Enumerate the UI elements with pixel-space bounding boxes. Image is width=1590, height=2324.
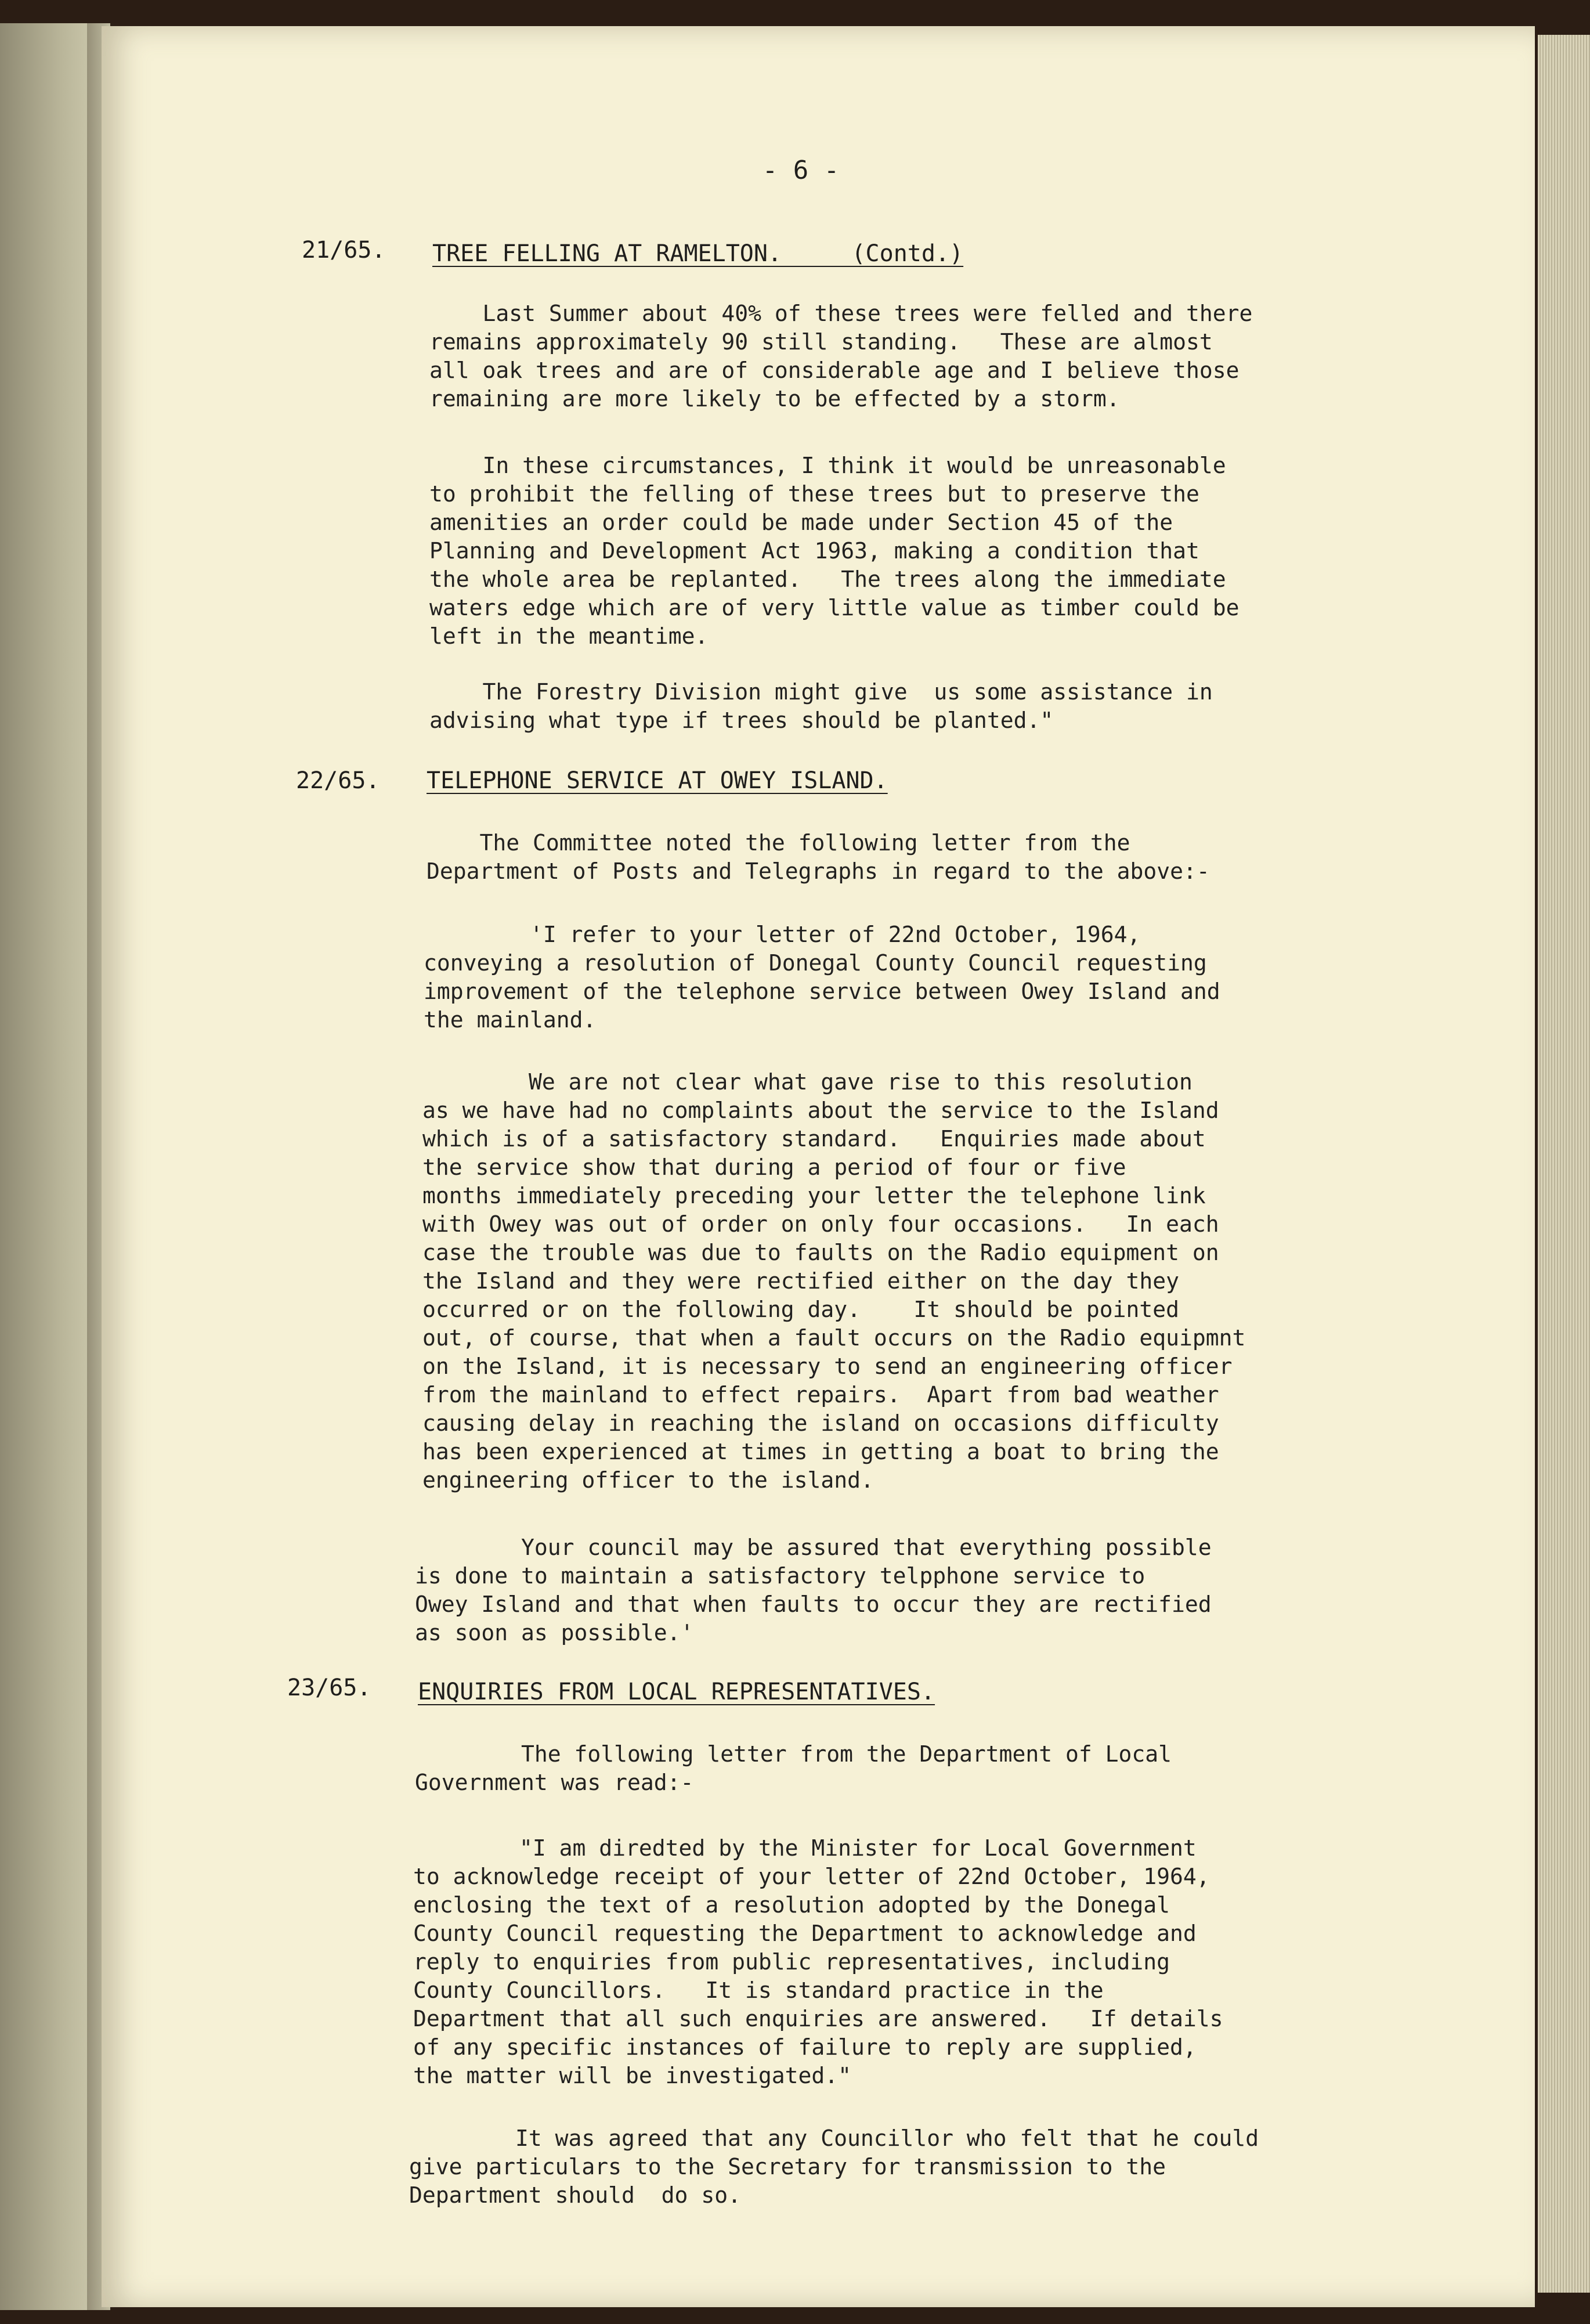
minute-number: 23/65. [287, 1675, 371, 1701]
minute-number: 21/65. [302, 237, 386, 264]
paragraph: "I am diredted by the Minister for Local Government to acknowledge receipt of your letter of 22nd October, 1964, enclosing the text of a resolution adopted by the Donegal County Council requesting the Department to acknowledge and reply to enquiries from public representatives, including County Councillors. It is standard practice in the Department that all such enquiries are answered. If details of any specific instances of failure to reply are supplied, the matter will be investigated." [413, 1835, 1223, 2088]
paragraph: The Committee noted the following letter from the Department of Posts and Telegraphs in regard to the above:- [427, 830, 1210, 884]
paragraph: Last Summer about 40% of these trees were felled and there remains approximately 90 still standing. These are almost all oak trees and are of considerable age and I believe those remaining are more likely to be effected by a storm. [429, 301, 1253, 412]
paragraph: It was agreed that any Councillor who felt that he could give particulars to the Secretary for transmission to the Department should do so. [409, 2125, 1259, 2208]
paragraph: 'I refer to your letter of 22nd October, 1964, conveying a resolution of Donegal County Council requesting improvement of the telephone service between Owey Island and the mainland. [424, 922, 1220, 1033]
section-heading: TELEPHONE SERVICE AT OWEY ISLAND. [427, 767, 888, 794]
page-edges [1538, 35, 1590, 2293]
page-number: - 6 - [762, 156, 840, 185]
minute-number: 22/65. [296, 767, 380, 794]
paragraph: We are not clear what gave rise to this resolution as we have had no complaints about the service to the Island which is of a satisfactory standard. Enquiries made about the service show that during a period of four or five months immediately preceding your letter the telephone link with Owey was out of order on only four occasions. In each case the trouble was due to faults on the Radio equipment on the Island and they were rectified either on the day they occurred or on the following day. It should be pointed out, of course, that when a fault occurs on the Radio equipmnt on the Island, it is necessary to send an engineering officer from the mainland to effect repairs. Apart from bad weather causing delay in reaching the island on occasions difficulty has been experienced at times in getting a boat to bring the engineering officer to the island. [422, 1069, 1246, 1493]
paragraph: The Forestry Division might give us some assistance in advising what type if trees should be planted." [429, 679, 1213, 733]
paragraph: Your council may be assured that everything possible is done to maintain a satisfactory telpphone service to Owey Island and that when faults to occur they are rectified as soon as possible.' [415, 1535, 1212, 1645]
paragraph: In these circumstances, I think it would be unreasonable to prohibit the felling of these trees but to preserve the amenities an order could be made under Section 45 of the Planning and Development Act 1963, making a condition that the whole area be replanted. The trees along the immediate waters edge which are of very little value as timber could be left in the meantime. [429, 453, 1240, 649]
section-heading: ENQUIRIES FROM LOCAL REPRESENTATIVES. [418, 1679, 935, 1705]
paragraph: The following letter from the Department of Local Government was read:- [415, 1741, 1172, 1795]
section-heading: TREE FELLING AT RAMELTON. (Contd.) [432, 240, 964, 267]
